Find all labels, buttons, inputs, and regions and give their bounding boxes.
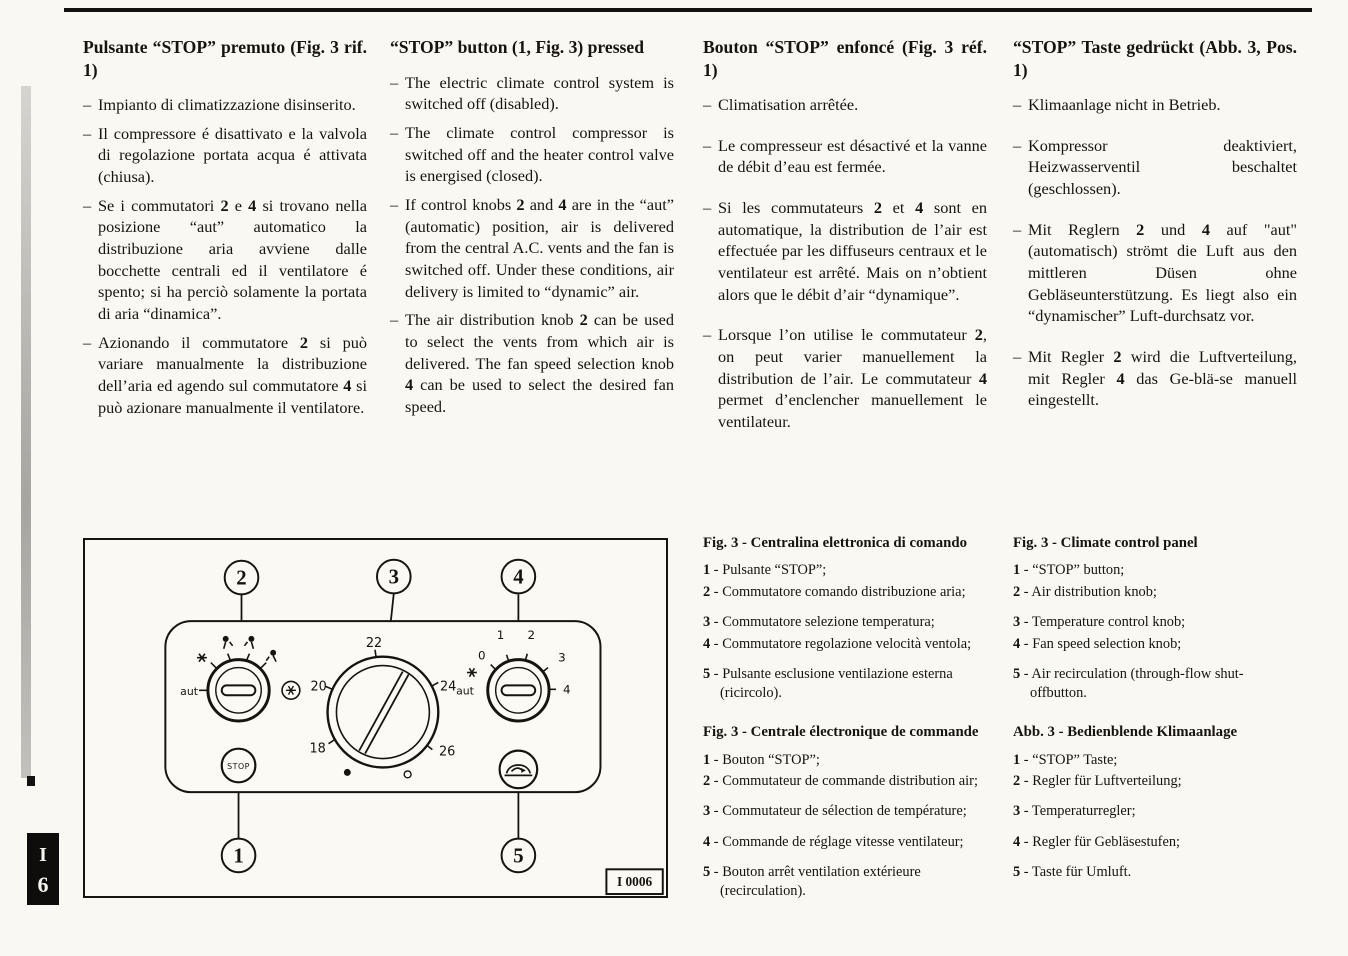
column-french [703,36,987,452]
legend-item: 1 - “STOP” Taste; [1013,751,1118,768]
fan-3-label: 3 [558,650,566,665]
temp-24-label: 24 [440,679,457,695]
section-letter: I [39,844,47,866]
figure-code: I 0006 [616,874,653,890]
legend-title-french: Fig. 3 - Centrale électronique de commande [703,724,979,741]
heading-french: Bouton “STOP” enfoncé (Fig. 3 réf. 1) [703,37,987,80]
fan-aut-label: aut [456,684,474,698]
legend-title-italian: Fig. 3 - Centralina elettronica di comando [703,535,967,551]
list-english [390,72,674,418]
temp-20-label: 20 [310,679,327,695]
list-item: – The climate control compressor is switched off and the heater control valve is energised (closed). [390,122,674,187]
legend-item: 3 - Temperaturregler; [1013,803,1136,820]
fan-2-label: 2 [527,627,536,642]
stop-button-label: STOP [227,761,250,771]
legend-column-right [1013,534,1300,903]
list-item: – Mit Regler 2 wird die Luftverteilung, mit Regler 4 das Ge-blä-se manuell eingestellt. [1013,346,1297,411]
legend-item: 2 - Commutatore comando distribuzione aria; [703,583,966,600]
list-item: – The air distribution knob 2 can be used to select the vents from which air is delivered. The fan speed selection knob 4 can be used to select the desired fan speed. [390,309,674,417]
legend-item: 4 - Regler für Gebläsestufen; [1013,833,1181,850]
legend-item: 4 - Commande de réglage vitesse ventilateur; [703,833,964,850]
min-temp-dot [344,769,351,776]
legend-item: 4 - Fan speed selection knob; [1013,635,1182,652]
callout-2: 2 [236,567,247,590]
legend-item: 1 - Bouton “STOP”; [703,751,820,768]
fan-1-label: 1 [496,627,505,642]
callout-3: 3 [388,566,399,589]
heading-english: “STOP” button (1, Fig. 3) pressed [390,37,645,57]
legend-item: 2 - Air distribution knob; [1013,583,1157,600]
legend-french [703,723,990,900]
list-french [703,94,987,433]
fan-0-label: 0 [478,648,486,663]
list-item: – Si les commutateurs 2 et 4 sont en automatique, la distribution de l’air est effectuée par les diffuseurs centraux et le ventilateur est arrêté. Mais on n’obtient alors que le débit d’air “dynamique”. [703,197,987,305]
callout-4: 4 [513,566,524,589]
legend-english [1013,534,1300,702]
legend-german [1013,723,1300,882]
legend-list-italian [703,561,990,702]
list-item: – Mit Reglern 2 und 4 auf "aut" (automatisch) strömt die Luft aus den mittleren Düsen ohne Gebläseunterstützung. Es liegt also ein “dynamischer” Luft-durchsatz vor. [1013,219,1297,327]
legend-item: 1 - “STOP” button; [1013,562,1125,579]
list-item: – Il compressore é disattivato e la valvola di regolazione portata acqua é attivata (chiusa). [83,123,367,188]
legend-item: 2 - Regler für Luftverteilung; [1013,773,1182,790]
figure-3-climate-panel [83,538,668,898]
legend-list-english [1013,561,1300,702]
air-knob-aut-label: aut [180,685,198,699]
legend-item: 3 - Commutatore selezione temperatura; [703,614,935,631]
callout-5: 5 [513,845,524,868]
temp-26-label: 26 [439,744,456,760]
list-item: – Climatisation arrêtée. [703,94,987,116]
list-item: – If control knobs 2 and 4 are in the “aut” (automatic) position, air is delivered from the central A.C. vents and the fan is switched off. Under these conditions, air delivery is limited to “dynamic” air. [390,194,674,302]
climate-panel-drawing [85,540,666,896]
list-item: – The electric climate control system is switched off (disabled). [390,72,674,115]
legend-title-german: Abb. 3 - Bedienblende Klimaanlage [1013,724,1238,741]
column-italian [83,36,367,425]
registration-mark [27,776,35,786]
legend-column-left [703,534,990,921]
legend-item: 4 - Commutatore regolazione velocità ventola; [703,635,972,652]
legend-item: 5 - Bouton arrêt ventilation extérieure (recirculation). [703,864,921,899]
legend-item: 5 - Taste für Umluft. [1013,864,1132,881]
list-italian [83,94,367,418]
list-item: – Azionando il commutatore 2 si può variare manualmente la distribuzione dell’aria ed agendo sul commutatore 4 si può azionare manualmente il ventilatore. [83,332,367,419]
figure-code-box [606,869,662,894]
legend-list-german [1013,751,1300,882]
column-english [390,36,674,425]
legend-item: 2 - Commutateur de commande distribution air; [703,773,978,790]
legend-item: 1 - Pulsante “STOP”; [703,562,827,579]
legend-item: 3 - Commutateur de sélection de température; [703,803,967,820]
list-item: – Kompressor deaktiviert, Heizwasserventil beschaltet (geschlossen). [1013,135,1297,200]
list-german [1013,94,1297,411]
heading-german: “STOP” Taste gedrückt (Abb. 3, Pos. 1) [1013,37,1297,80]
page-top-rule [64,8,1312,12]
page-number: 6 [37,872,49,897]
column-german [1013,36,1297,430]
legend-item: 3 - Temperature control knob; [1013,614,1186,631]
heading-italian: Pulsante “STOP” premuto (Fig. 3 rif. 1) [83,37,367,80]
legend-item: 5 - Pulsante esclusione ventilazione esterna (ricircolo). [703,666,953,701]
list-item: – Impianto di climatizzazione disinserito. [83,94,367,116]
legend-item: 5 - Air recirculation (through-flow shut-offbutton. [1013,666,1244,701]
legend-title-english: Fig. 3 - Climate control panel [1013,535,1198,551]
callout-1: 1 [233,845,244,868]
page-section-tab [27,833,59,905]
legend-list-french [703,751,990,901]
list-item: – Le compresseur est désactivé et la vanne de débit d’eau est fermée. [703,135,987,178]
temp-22-label: 22 [365,635,383,651]
binding-edge-strip [21,86,31,778]
temp-18-label: 18 [309,741,326,757]
list-item: – Se i commutatori 2 e 4 si trovano nella posizione “aut” automatico la distribuzione aria avviene dalle bocchette centrali ed il ventilatore é spento; si ha perciò solamente la portata di aria “dinamica”. [83,195,367,325]
list-item: – Klimaanlage nicht in Betrieb. [1013,94,1297,116]
fan-4-label: 4 [563,682,571,697]
legend-italian [703,534,990,702]
list-item: – Lorsque l’on utilise le commutateur 2, on peut varier manuellement la distribution de l’air. Le commutateur 4 permet d’enclencher manuellement le ventilateur. [703,324,987,432]
